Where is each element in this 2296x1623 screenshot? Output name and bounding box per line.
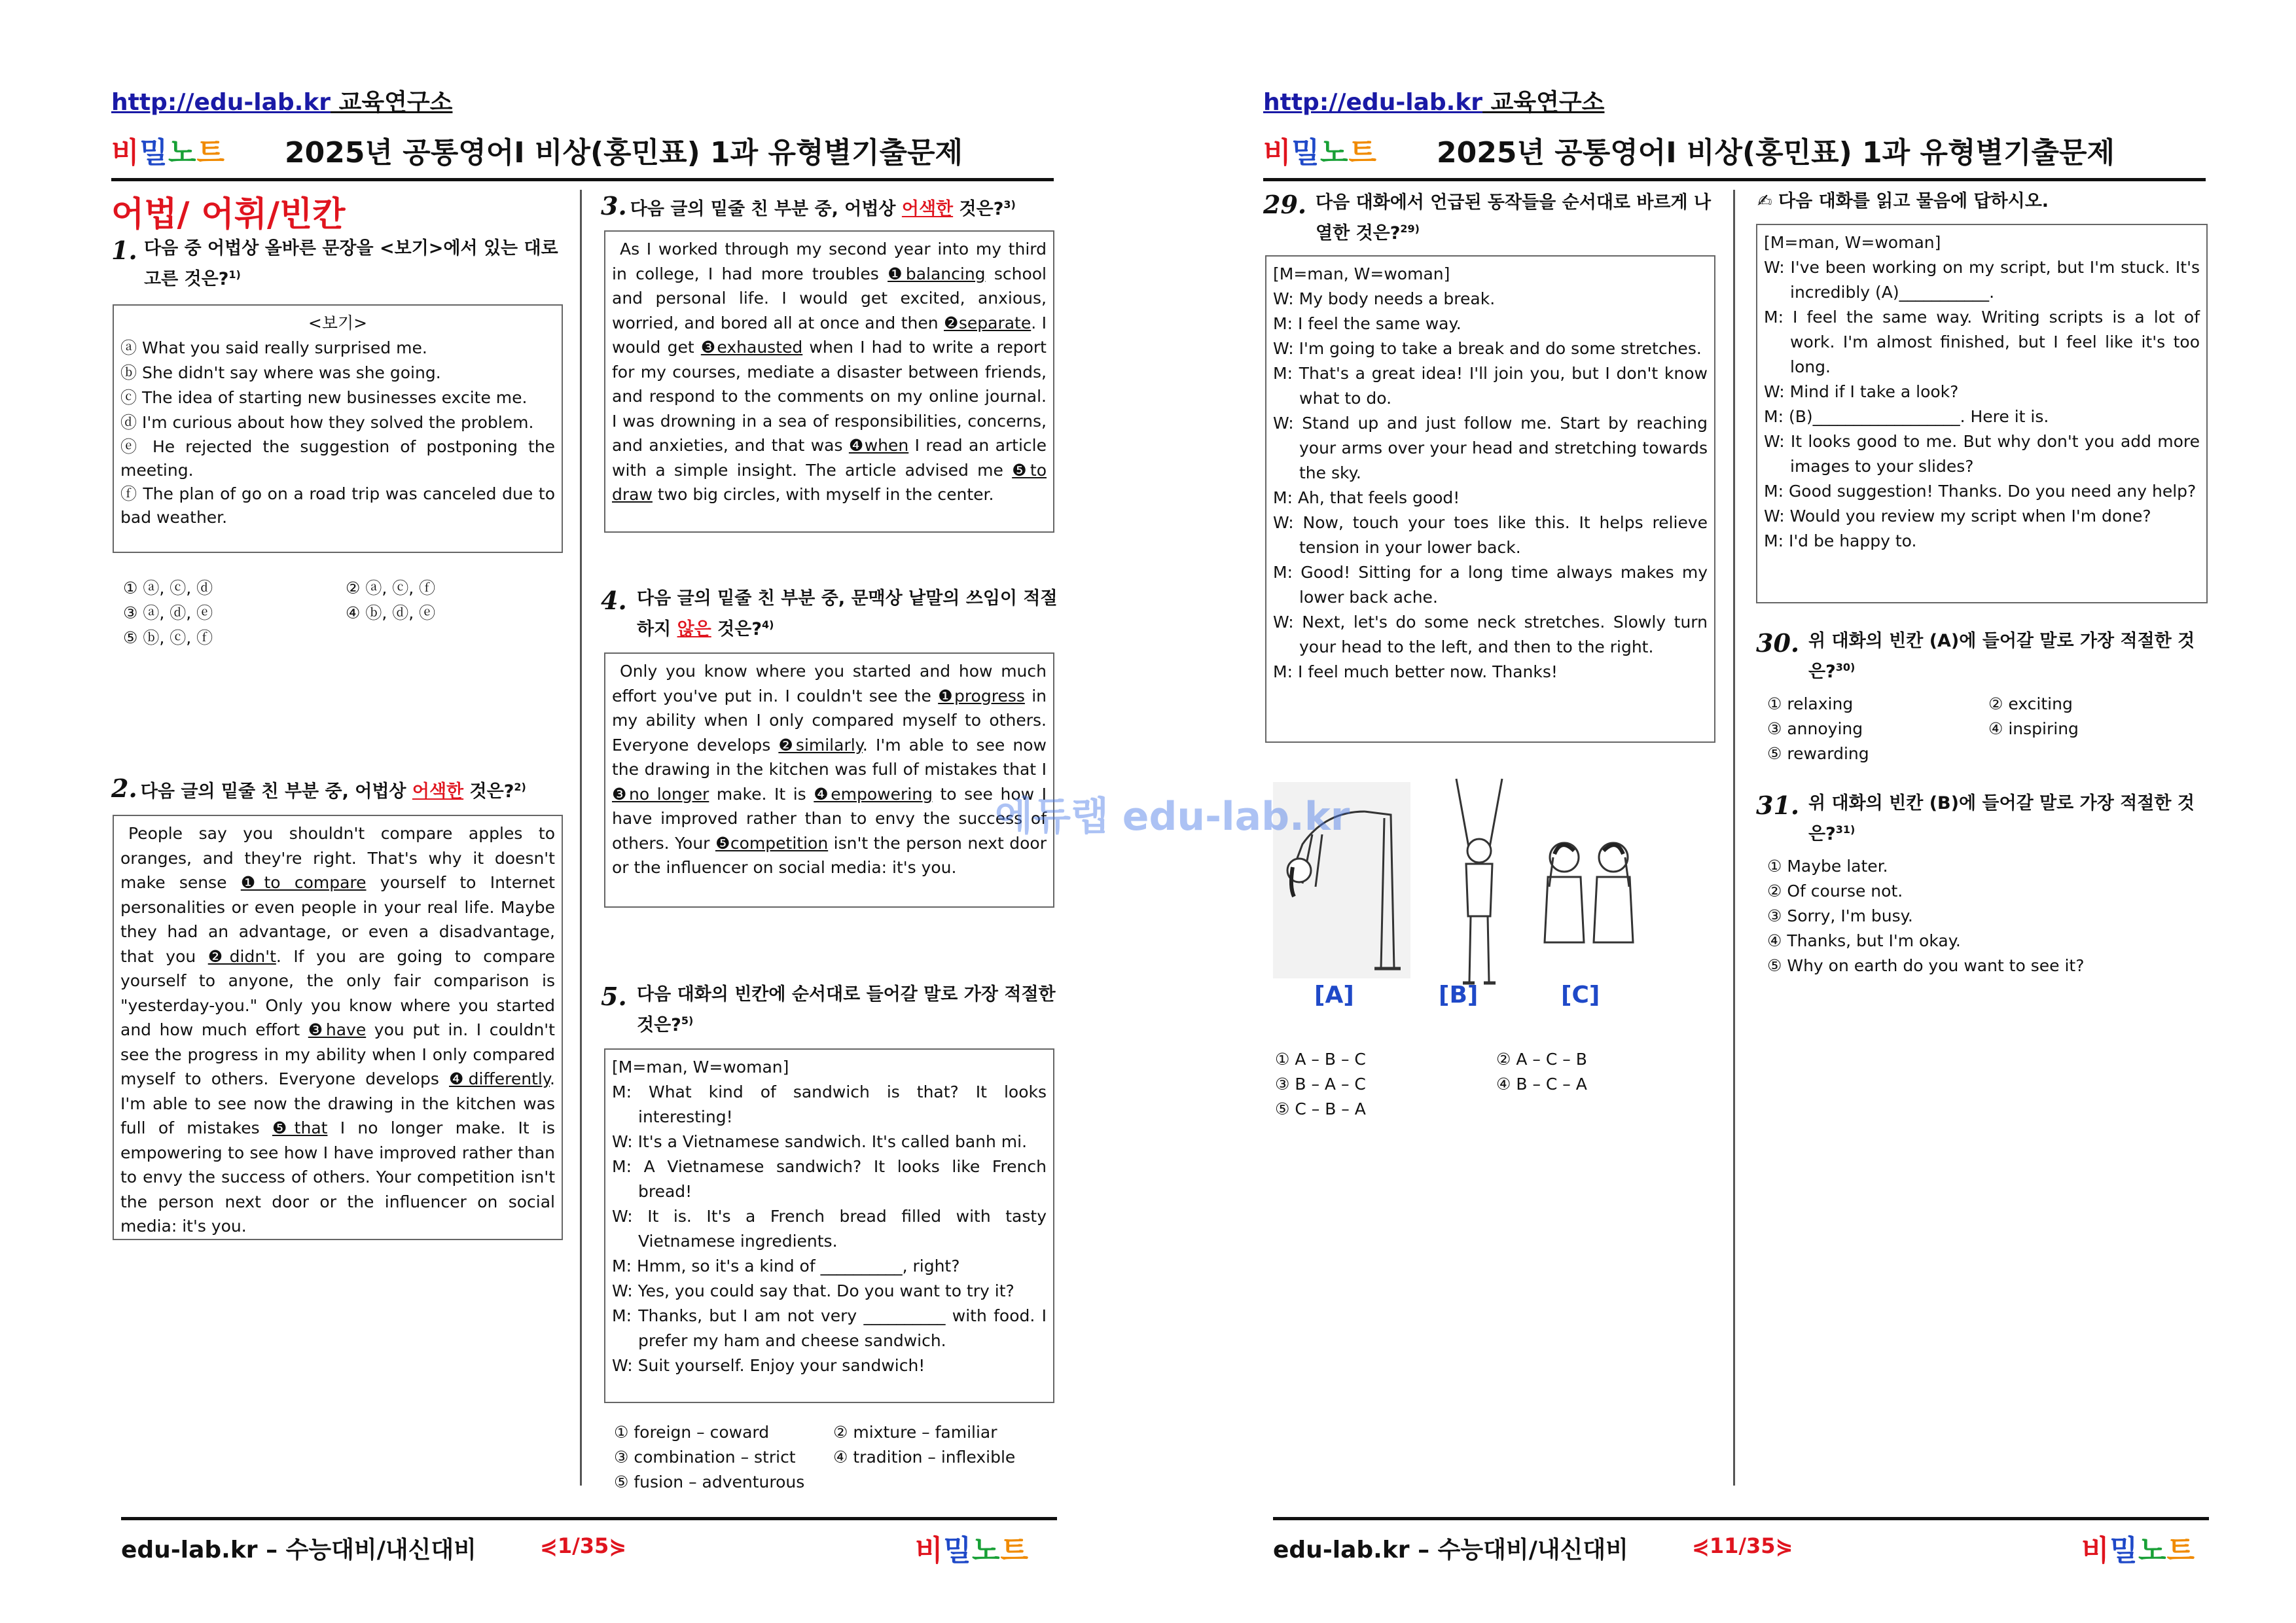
figure-label-b: [B] xyxy=(1439,982,1479,1008)
dialogue-line: M: A Vietnamese sandwich? It looks like French bread! xyxy=(612,1157,1047,1201)
choice[interactable]: ③ combination – strict xyxy=(614,1448,796,1467)
page-title-2: 2025년 공통영어Ⅰ 비상(홍민표) 1과 유형별기출문제 xyxy=(1437,136,2115,169)
page-title-1: 2025년 공통영어Ⅰ 비상(홍민표) 1과 유형별기출문제 xyxy=(285,136,963,169)
q30-choices xyxy=(1767,692,2212,766)
dialogue-line: M: I feel the same way. xyxy=(1273,314,1462,333)
choice[interactable]: ② Of course not. xyxy=(1767,882,1903,901)
choice[interactable]: ② exciting xyxy=(1988,694,2073,713)
header-url-2[interactable]: http://edu-lab.kr 교육연구소 xyxy=(1263,89,1605,116)
footer-rule-2 xyxy=(1273,1517,2209,1520)
q31-choices xyxy=(1767,854,2212,978)
figure-neck-stretch xyxy=(1545,843,1633,942)
footer-rule-1 xyxy=(121,1517,1057,1520)
question-2: 2. 다음 글의 밑줄 친 부분 중, 어법상 어색한 것은?$^{2)}$ xyxy=(111,774,526,803)
column-divider-1 xyxy=(580,190,582,1486)
footer-brand-1: 비밀노트 xyxy=(915,1534,1030,1567)
question-31: 31. 위 대화의 빈칸 (B)에 들어갈 말로 가장 적절한 것은?$^{31)}$ xyxy=(1756,791,2195,844)
q5-dialogue: [M=man, W=woman] M: What kind of sandwich is that? It looks interesting! W: It's a Vietnamese sandwich. It's called banh mi. M: A Vietnamese sandwich? It looks like French bread! W: It is. It's a French bread filled with tasty Vietnamese ingredients. M: Hmm, so it's a kind of __________, right? W: Yes, you could say that. Do you want to try it? M: Thanks, but I am not very __________ with food. I prefer my ham and cheese sandwich. W: Suit yourself. Enjoy your sandwich! xyxy=(604,1048,1054,1403)
example-item: ⓐ What you said really surprised me. xyxy=(120,338,427,357)
dialogue-line: M: Thanks, but I am not very __________ with food. I prefer my ham and cheese sandwich. xyxy=(612,1306,1047,1350)
q4-passage: Only you know where you started and how much effort you've put in. I couldn't see the ❶progress in my ability when I only compared myself to others. Everyone develops ❷similarly. I'm able to see now the drawing in the kitchen was full of mistakes that I ❸no longer make. It is ❹empowering to see how I have improved rather than to envy the success of others. Your ❺competition isn't the person next door or the influencer on social media: it's you. xyxy=(604,652,1054,908)
example-item: ⓓ I'm curious about how they solved the problem. xyxy=(120,413,534,432)
choice[interactable]: ③ B – A – C xyxy=(1275,1075,1366,1094)
choice[interactable]: ④ inspiring xyxy=(1988,719,2079,738)
dialogue-line: W: Suit yourself. Enjoy your sandwich! xyxy=(612,1356,925,1375)
q2-passage: People say you shouldn't compare apples to oranges, and they're right. That's why it doesn't make sense ❶to compare yourself to Internet personalities or even people in your real life. Maybe they had an advantage, or even a disadvantage, that you ❷didn't. If you are going to compare yourself to anyone, the only fair comparison is "yesterday-you." Only you know where you started and how much effort ❸have you put in. I couldn't see the progress in my ability when I only compared myself to others. Everyone develops ❹differently. I'm able to see now the drawing in the kitchen was full of mistakes ❺that I no longer make. It is empowering to see how I have improved rather than to envy the success of others. Your competition isn't the person next door or the influencer on social media: it's you. xyxy=(113,815,563,1240)
dialogue-line: M: I feel much better now. Thanks! xyxy=(1273,662,1558,681)
dialogue-instruction: ✍ 다음 대화를 읽고 물음에 답하시오. xyxy=(1757,191,2049,211)
footer-page-number-2: ⋞11/35⋟ xyxy=(1692,1533,1793,1558)
dialogue-line: W: Stand up and just follow me. Start by reaching your arms over your head and stretching towards the sky. xyxy=(1273,414,1708,482)
header-url-1[interactable]: http://edu-lab.kr 교육연구소 xyxy=(111,89,453,116)
figure-reach-up xyxy=(1456,779,1502,983)
dialogue-line: M: Good suggestion! Thanks. Do you need any help? xyxy=(1764,482,2197,501)
example-box: <보기> ⓐ What you said really surprised me. ⓑ She didn't say where was she going. ⓒ The idea of starting new businesses excite me. ⓓ I'm curious about how they solved the problem. ⓔ He rejected the suggestion of postponing the meeting. ⓕ The plan of go on a road trip was canceled due to bad weather. xyxy=(113,304,563,553)
question-4: 4. 다음 글의 밑줄 친 부분 중, 문맥상 낱말의 쓰임이 적절하지 않은 것은?$^{4)}$ xyxy=(601,586,1058,639)
choice[interactable]: ⑤ ⓑ, ⓒ, ⓕ xyxy=(123,628,213,647)
example-item: ⓕ The plan of go on a road trip was canceled due to bad weather. xyxy=(120,484,555,527)
figure-label-c: [C] xyxy=(1561,982,1600,1008)
q5-choices xyxy=(614,1420,1059,1495)
example-item: ⓑ She didn't say where was she going. xyxy=(120,363,441,382)
example-item: ⓔ He rejected the suggestion of postponing the meeting. xyxy=(120,437,555,480)
dialogue-line: W: Yes, you could say that. Do you want to try it? xyxy=(612,1281,1014,1300)
question-3: 3. 다음 글의 밑줄 친 부분 중, 어법상 어색한 것은?$^{3)}$ xyxy=(601,191,1016,221)
dialogue-line: W: It looks good to me. But why don't you add more images to your slides? xyxy=(1764,432,2200,476)
dialogue-line: M: I'd be happy to. xyxy=(1764,531,1917,550)
choice[interactable]: ① A – B – C xyxy=(1275,1050,1366,1069)
dialogue-line: M: I feel the same way. Writing scripts is a lot of work. I'm almost finished, but I feel like it's too long. xyxy=(1764,308,2200,376)
choice[interactable]: ① ⓐ, ⓒ, ⓓ xyxy=(123,579,213,597)
dialogue-line: W: I've been working on my script, but I'm stuck. It's incredibly (A)___________. xyxy=(1764,258,2200,302)
dialogue-box: [M=man, W=woman] W: I've been working on my script, but I'm stuck. It's incredibly (A)___________. M: I feel the same way. Writing scripts is a lot of work. I'm almost finished, but I feel like it's too long. W: Mind if I take a look? M: (B)__________________. Here it is. W: It looks good to me. But why don't you add more images to your slides? M: Good suggestion! Thanks. Do you need any help? W: Would you review my script when I'm done? M: I'd be happy to. xyxy=(1756,224,2208,603)
footer-site-2: edu-lab.kr – 수능대비/내신대비 xyxy=(1273,1537,1628,1563)
dialogue-line: M: (B)__________________. Here it is. xyxy=(1764,407,2049,426)
dialogue-line: W: I'm going to take a break and do some stretches. xyxy=(1273,339,1702,358)
choice[interactable]: ① Maybe later. xyxy=(1767,857,1888,876)
dialogue-line: M: Ah, that feels good! xyxy=(1273,488,1460,507)
choice[interactable]: ④ ⓑ, ⓓ, ⓔ xyxy=(346,603,436,622)
choice[interactable]: ⑤ C – B – A xyxy=(1275,1099,1366,1118)
choice[interactable]: ④ tradition – inflexible xyxy=(833,1448,1016,1467)
dialogue-line: W: Would you review my script when I'm done? xyxy=(1764,507,2151,526)
section-title: 어법/ 어휘/빈칸 xyxy=(111,195,346,234)
question-30: 30. 위 대화의 빈칸 (A)에 들어갈 말로 가장 적절한 것은?$^{30)}$ xyxy=(1756,628,2195,682)
choice[interactable]: ③ ⓐ, ⓓ, ⓔ xyxy=(123,603,213,622)
choice[interactable]: ② ⓐ, ⓒ, ⓕ xyxy=(346,579,436,597)
column-divider-2 xyxy=(1733,190,1735,1486)
choice[interactable]: ② mixture – familiar xyxy=(833,1423,997,1442)
dialogue-line: W: My body needs a break. xyxy=(1273,289,1496,308)
footer-brand-2: 비밀노트 xyxy=(2081,1534,2196,1567)
dialogue-line: W: Next, let's do some neck stretches. Slowly turn your head to the left, and then to the right. xyxy=(1273,613,1708,656)
brand-logo-1: 비밀노트 xyxy=(111,136,226,169)
choice[interactable]: ② A – C – B xyxy=(1496,1050,1587,1069)
dialogue-line: W: Now, touch your toes like this. It helps relieve tension in your lower back. xyxy=(1273,513,1708,557)
dialogue-line: W: It's a Vietnamese sandwich. It's called banh mi. xyxy=(612,1132,1028,1151)
header-rule-2 xyxy=(1263,178,2206,181)
watermark: 에듀랩 edu-lab.kr xyxy=(995,794,1350,840)
choice[interactable]: ④ B – C – A xyxy=(1496,1075,1587,1094)
choice[interactable]: ③ Sorry, I'm busy. xyxy=(1767,906,1913,925)
footer-page-number-1: ⋞1/35⋟ xyxy=(540,1533,627,1558)
choice[interactable]: ① foreign – coward xyxy=(614,1423,770,1442)
q29-dialogue: [M=man, W=woman] W: My body needs a break. M: I feel the same way. W: I'm going to take a break and do some stretches. M: That's a great idea! I'll join you, but I don't know what to do. W: Stand up and just follow me. Start by reaching your arms over your head and stretching towards the sky. M: Ah, that feels good! W: Now, touch your toes like this. It helps relieve tension in your lower back. M: Good! Sitting for a long time always makes my lower back ache. W: Next, let's do some neck stretches. Slowly turn your head to the left, and then to the right. M: I feel much better now. Thanks! xyxy=(1265,255,1715,743)
choice[interactable]: ⑤ Why on earth do you want to see it? xyxy=(1767,956,2085,975)
example-item: ⓒ The idea of starting new businesses excite me. xyxy=(120,388,528,407)
q1-choices xyxy=(123,576,568,651)
footer-site-1: edu-lab.kr – 수능대비/내신대비 xyxy=(121,1537,476,1563)
choice[interactable]: ⑤ rewarding xyxy=(1767,744,1869,763)
figure-label-a: [A] xyxy=(1314,982,1354,1008)
dialogue-line: M: What kind of sandwich is that? It looks interesting! xyxy=(612,1082,1047,1126)
choice[interactable]: ⑤ fusion – adventurous xyxy=(614,1472,805,1491)
q29-choices xyxy=(1275,1047,1720,1122)
question-29: 29. 다음 대화에서 언급된 동작들을 순서대로 바르게 나열한 것은?$^{29)}$ xyxy=(1263,190,1712,243)
choice[interactable]: ③ annoying xyxy=(1767,719,1863,738)
brand-logo-2: 비밀노트 xyxy=(1263,136,1378,169)
dialogue-line: M: Good! Sitting for a long time always makes my lower back ache. xyxy=(1273,563,1708,607)
question-1: 1. 다음 중 어법상 올바른 문장을 <보기>에서 있는 대로 고른 것은?$^{1)}$ xyxy=(111,236,558,289)
dialogue-line: W: It is. It's a French bread filled with tasty Vietnamese ingredients. xyxy=(612,1207,1047,1251)
dialogue-line: M: Hmm, so it's a kind of __________, right? xyxy=(612,1257,960,1275)
choice[interactable]: ④ Thanks, but I'm okay. xyxy=(1767,931,1961,950)
dialogue-line: W: Mind if I take a look? xyxy=(1764,382,1959,401)
q3-passage: As I worked through my second year into my third in college, I had more troubles ❶balancing school and personal life. I would get excited, anxious, worried, and bored all at once and then ❷separate. I would get ❸exhausted when I had to write a report for my courses, mediate a disaster between friends, and respond to the comments on my online journal. I was drowning in a sea of responsibilities, concerns, and anxieties, and that was ❹when I read an article with a simple insight. The article advised me ❺to draw two big circles, with myself in the center. xyxy=(604,230,1054,533)
question-5: 5. 다음 대화의 빈칸에 순서대로 들어갈 말로 가장 적절한 것은?$^{5)}$ xyxy=(601,982,1056,1035)
header-rule-1 xyxy=(111,178,1054,181)
dialogue-line: M: That's a great idea! I'll join you, but I don't know what to do. xyxy=(1273,364,1708,408)
choice[interactable]: ① relaxing xyxy=(1767,694,1854,713)
